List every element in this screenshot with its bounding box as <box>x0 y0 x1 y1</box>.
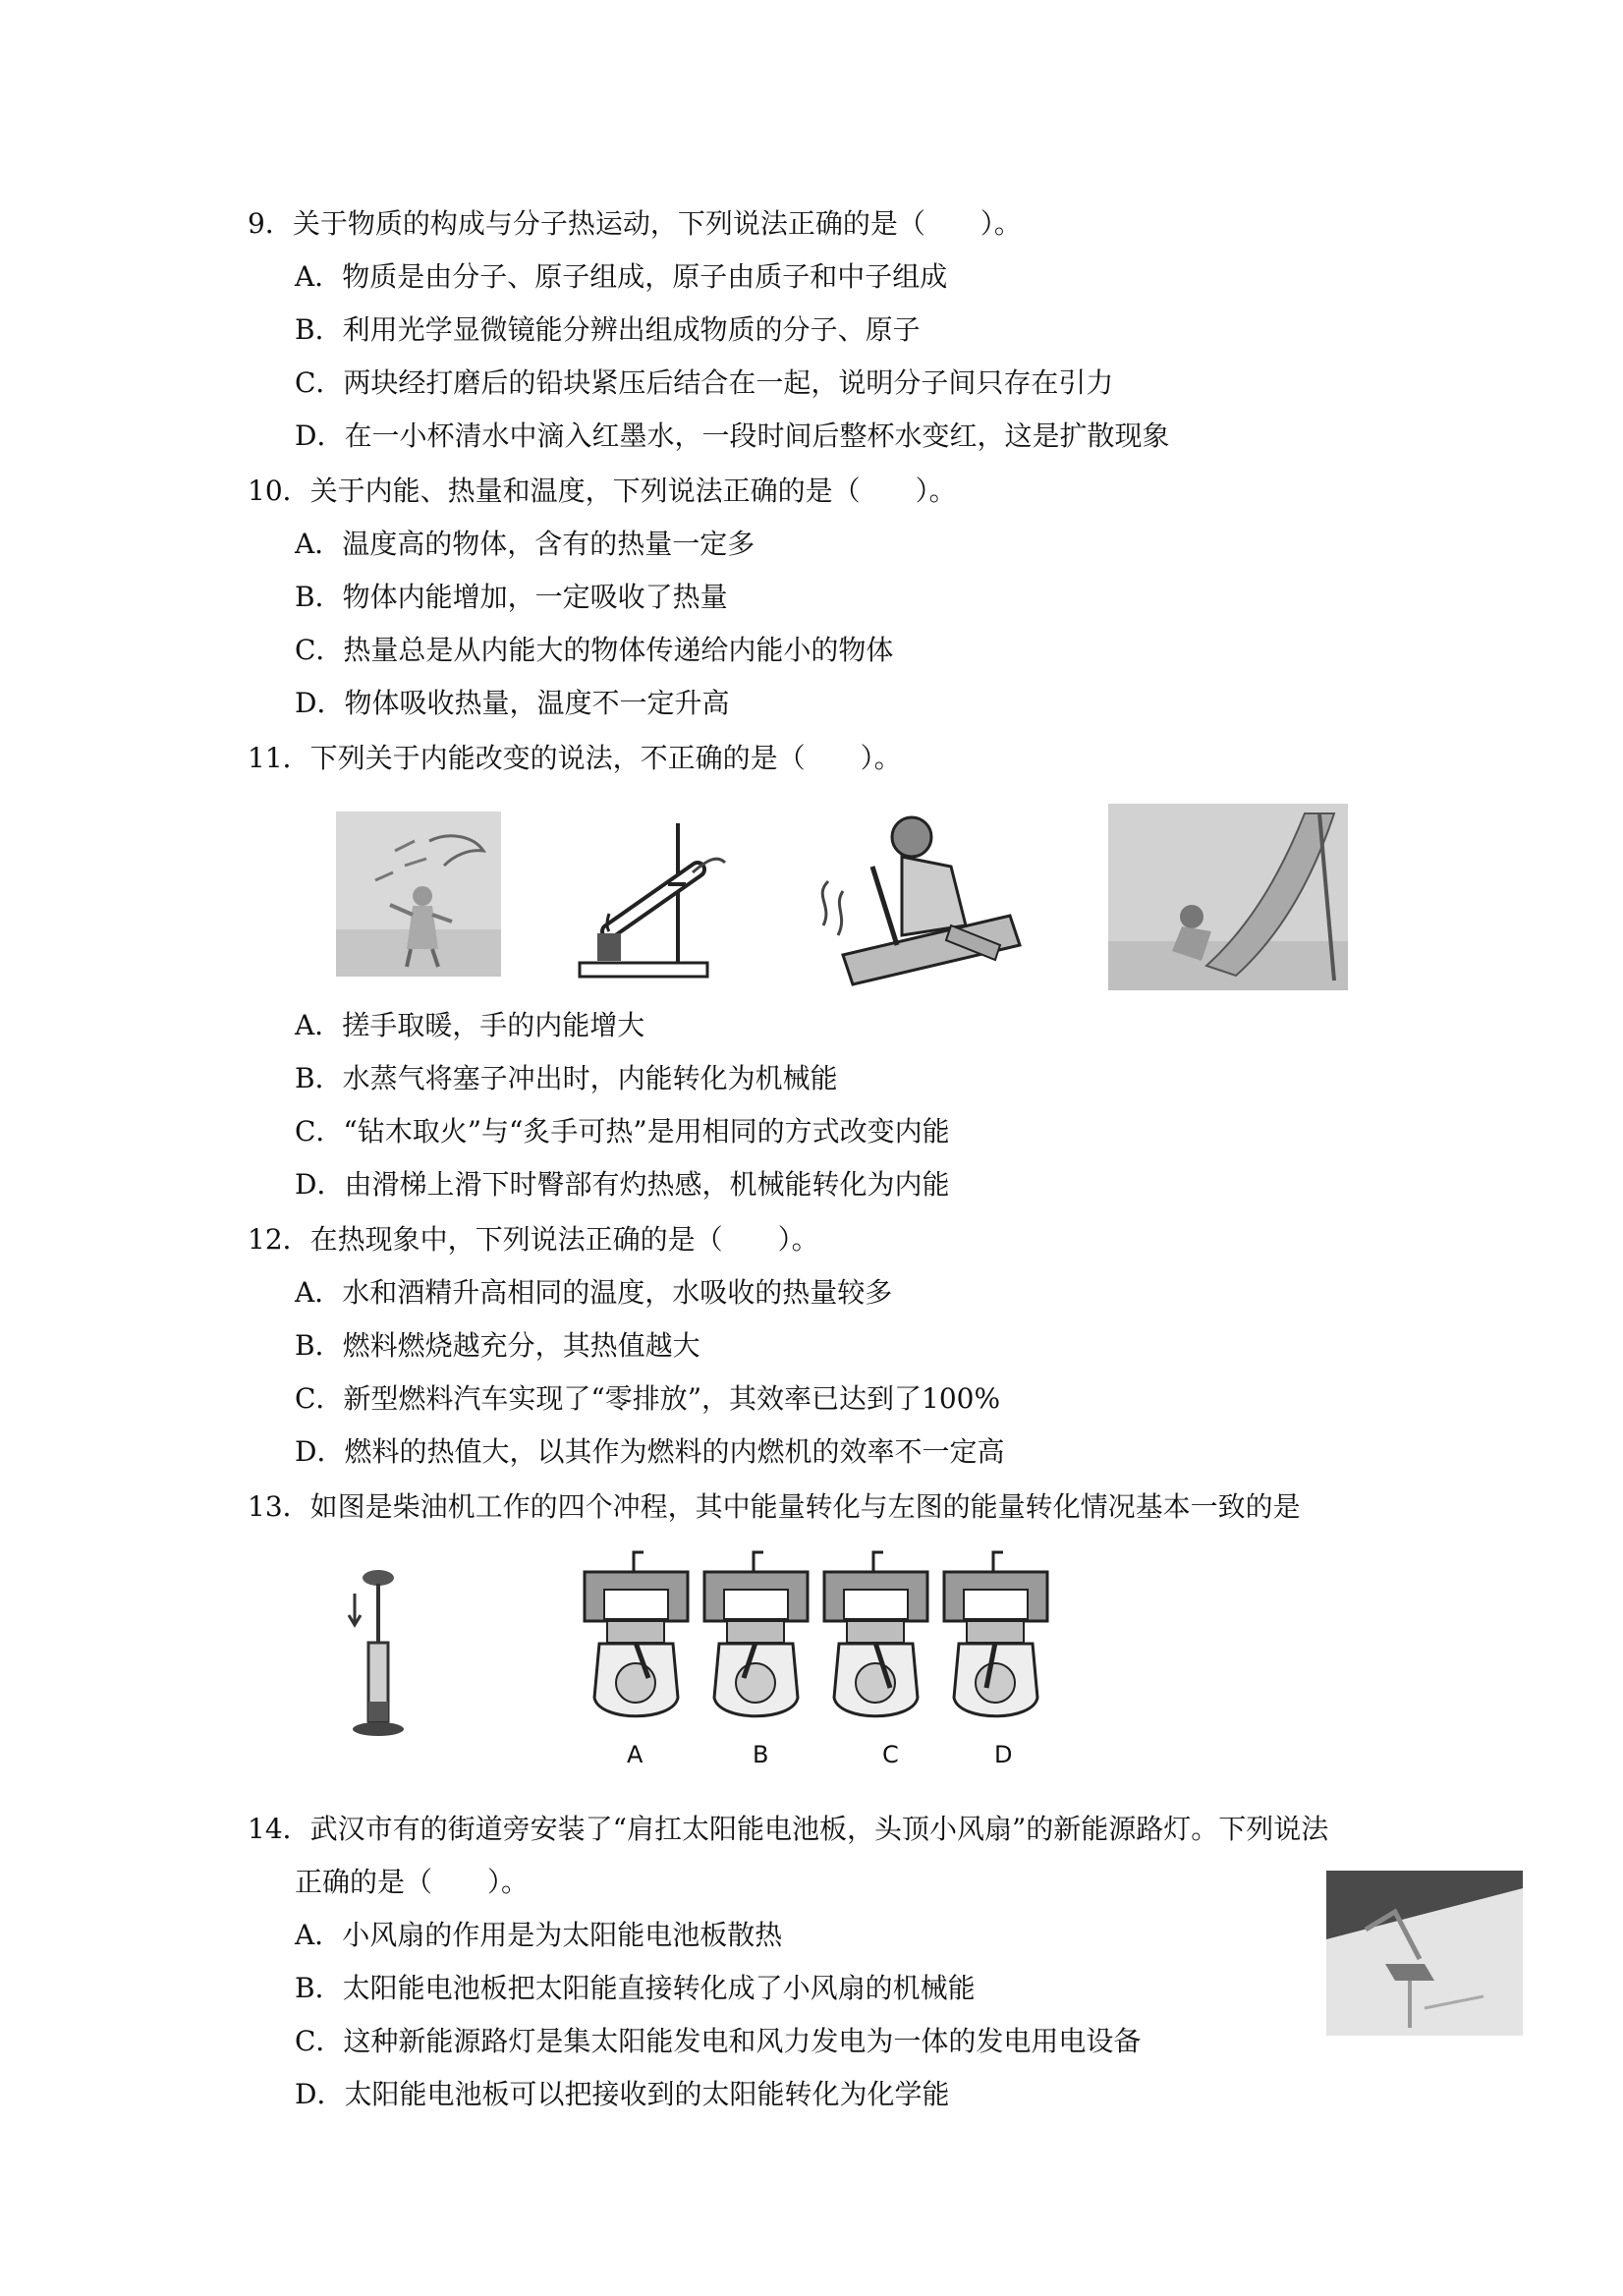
question-9-option-b: B．利用光学显微镜能分辨出组成物质的分子、原子 <box>295 313 921 346</box>
air-pump-figure <box>339 1564 408 1741</box>
question-9-option-a: A．物质是由分子、原子组成，原子由质子和中子组成 <box>295 260 948 293</box>
question-11-stem: 11．下列关于内能改变的说法，不正确的是（ ）。 <box>248 742 902 774</box>
engine-stroke-d-diagram <box>944 1552 1047 1716</box>
engine-label-a: A <box>627 1741 644 1768</box>
question-14-option-c: C．这种新能源路灯是集太阳能发电和风力发电为一体的发电用电设备 <box>295 2025 1142 2057</box>
question-12-option-c: C．新型燃料汽车实现了“零排放”，其效率已达到了100% <box>295 1382 1001 1415</box>
engine-label-b: B <box>753 1741 769 1768</box>
solar-streetlight-figure <box>1326 1871 1523 2036</box>
question-9-option-d: D．在一小杯清水中滴入红墨水，一段时间后整杯水变红，这是扩散现象 <box>295 420 1170 452</box>
question-13-stem: 13．如图是柴油机工作的四个冲程，其中能量转化与左图的能量转化情况基本一致的是 <box>248 1490 1301 1523</box>
question-14-option-d: D．太阳能电池板可以把接收到的太阳能转化为化学能 <box>295 2078 950 2110</box>
question-9-option-c: C．两块经打磨后的铅块紧压后结合在一起，说明分子间只存在引力 <box>295 366 1114 399</box>
steam-test-tube-figure <box>570 815 727 988</box>
engine-label-d: D <box>994 1741 1013 1768</box>
question-11-option-a: A．搓手取暖，手的内能增大 <box>295 1009 645 1041</box>
question-14-option-a: A．小风扇的作用是为太阳能电池板散热 <box>295 1919 783 1951</box>
question-12-option-b: B．燃料燃烧越充分，其热值越大 <box>295 1329 700 1362</box>
question-9-stem: 9．关于物质的构成与分子热运动，下列说法正确的是（ ）。 <box>248 207 1022 240</box>
engine-stroke-a-diagram <box>585 1552 688 1716</box>
question-11-option-c: C．“钻木取火”与“炙手可热”是用相同的方式改变内能 <box>295 1115 950 1148</box>
wind-autumn-figure <box>336 812 501 977</box>
engine-stroke-b-diagram <box>704 1552 808 1716</box>
slide-figure <box>1108 804 1348 990</box>
question-14-option-b: B．太阳能电池板把太阳能直接转化成了小风扇的机械能 <box>295 1972 976 2004</box>
engine-stroke-c-diagram <box>824 1552 927 1716</box>
question-14-stem: 14．武汉市有的街道旁安装了“肩扛太阳能电池板，头顶小风扇”的新能源路灯。下列说法 <box>248 1813 1329 1845</box>
question-10-option-d: D．物体吸收热量，温度不一定升高 <box>295 687 730 719</box>
drilling-wood-fire-figure <box>804 798 1030 990</box>
question-10-stem: 10．关于内能、热量和温度，下列说法正确的是（ ）。 <box>248 475 957 507</box>
question-10-option-c: C．热量总是从内能大的物体传递给内能小的物体 <box>295 634 894 666</box>
question-14-stem-continued: 正确的是（ ）。 <box>295 1866 530 1898</box>
question-12-option-d: D．燃料的热值大，以其作为燃料的内燃机的效率不一定高 <box>295 1435 1005 1468</box>
question-12-stem: 12．在热现象中，下列说法正确的是（ ）。 <box>248 1223 819 1256</box>
question-11-option-d: D．由滑梯上滑下时臀部有灼热感，机械能转化为内能 <box>295 1168 950 1201</box>
diesel-engine-strokes-figure <box>580 1550 1071 1737</box>
question-12-option-a: A．水和酒精升高相同的温度，水吸收的热量较多 <box>295 1276 893 1309</box>
question-11-option-b: B．水蒸气将塞子冲出时，内能转化为机械能 <box>295 1062 838 1094</box>
engine-label-c: C <box>882 1741 899 1768</box>
question-10-option-a: A．温度高的物体，含有的热量一定多 <box>295 528 756 560</box>
question-10-option-b: B．物体内能增加，一定吸收了热量 <box>295 581 728 613</box>
